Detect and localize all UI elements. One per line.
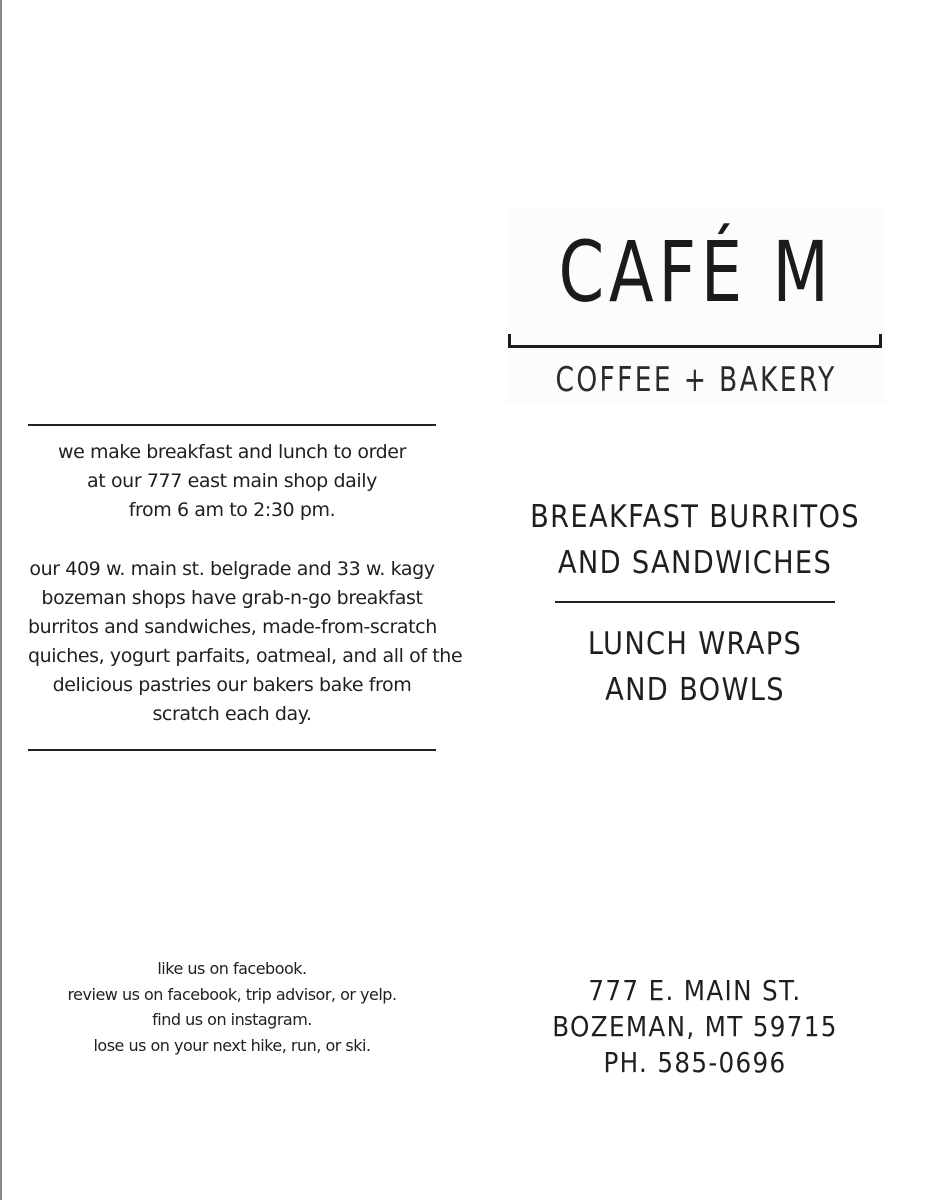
heading-line: BREAKFAST BURRITOS (530, 499, 860, 535)
page-edge (0, 0, 2, 1200)
cafe-logo (506, 208, 886, 404)
logo-title: CAFÉ M (558, 223, 834, 321)
intro-line: bozeman shops have grab-n-go breakfast (41, 587, 423, 609)
street-address: 777 E. MAIN ST. (588, 974, 802, 1007)
intro-line: from 6 am to 2:30 pm. (128, 499, 336, 521)
intro-paragraph-hours (28, 438, 436, 525)
social-links (28, 956, 436, 1058)
phone-number: PH. 585-0696 (603, 1046, 787, 1079)
intro-top-divider (28, 424, 436, 426)
intro-bottom-divider (28, 749, 436, 751)
menu-heading-divider (555, 601, 835, 603)
city-state-zip: BOZEMAN, MT 59715 (552, 1010, 838, 1043)
intro-line: we make breakfast and lunch to order (57, 441, 407, 463)
address-block (506, 973, 884, 1081)
breakfast-heading (506, 494, 884, 586)
logo-bracket-divider (508, 334, 882, 348)
intro-line: at our 777 east main shop daily (87, 470, 377, 492)
heading-line: AND SANDWICHES (557, 545, 833, 581)
intro-line: our 409 w. main st. belgrade and 33 w. kagy (29, 558, 435, 580)
intro-line: delicious pastries our bakers bake from (52, 674, 412, 696)
intro-line: scratch each day. (152, 703, 312, 725)
intro-paragraph-shops (28, 555, 463, 729)
social-line-facebook: like us on facebook. (157, 959, 307, 978)
logo-subtitle: COFFEE + BAKERY (555, 360, 837, 400)
social-line-instagram: find us on instagram. (152, 1010, 312, 1029)
lunch-heading (506, 621, 884, 713)
heading-line: LUNCH WRAPS (587, 626, 803, 662)
social-line-outdoors: lose us on your next hike, run, or ski. (93, 1035, 371, 1055)
intro-line: quiches, yogurt parfaits, oatmeal, and all of the (28, 645, 463, 667)
heading-line: AND BOWLS (605, 672, 785, 708)
intro-line: burritos and sandwiches, made-from-scratch (28, 616, 437, 638)
social-line-reviews: review us on facebook, trip advisor, or yelp. (67, 984, 397, 1004)
